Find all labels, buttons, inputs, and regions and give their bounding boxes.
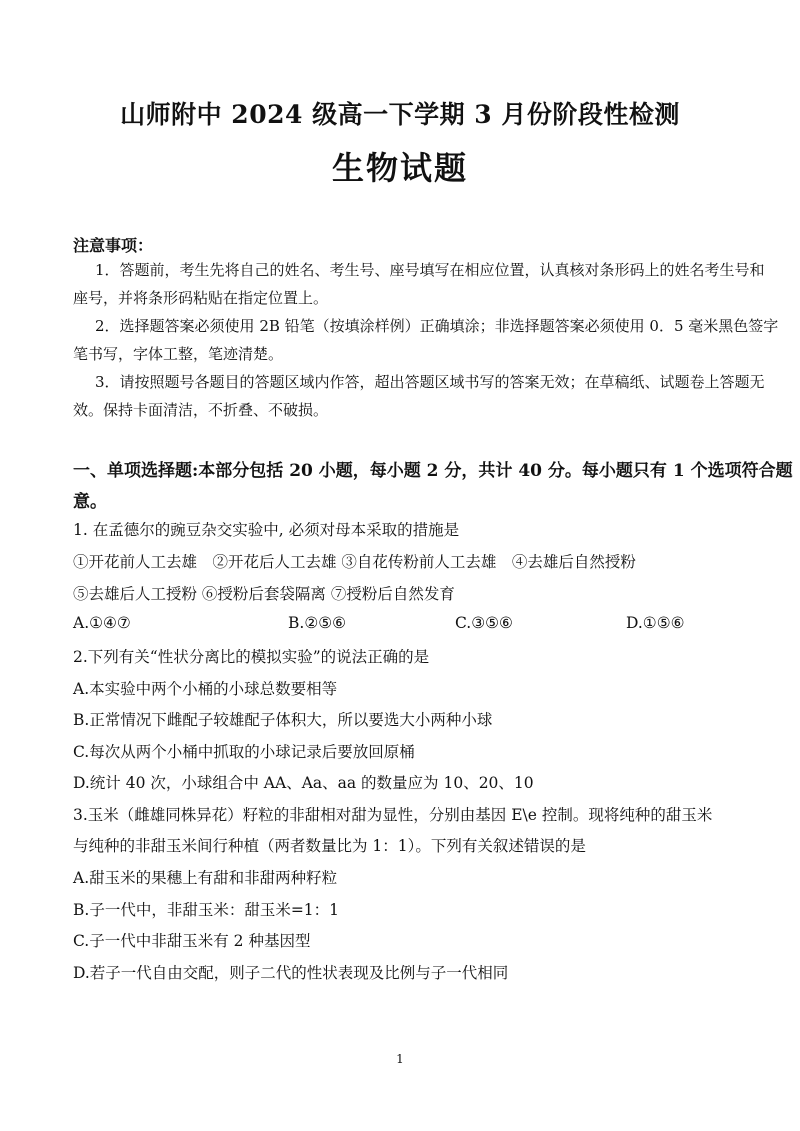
question-1-stem: 1. 在孟德尔的豌豆杂交实验中, 必须对母本采取的措施是 (73, 521, 460, 539)
question-3-stem-cont: 与纯种的非甜玉米间行种植（两者数量比为 1：1）。下列有关叙述错误的是 (73, 837, 586, 855)
note-line: 2．选择题答案必须使用 2B 铅笔（按填涂样例）正确填涂；非选择题答案必须使用 0．5 毫米黑色签字 (95, 317, 779, 335)
question-2-stem: 2.下列有关“性状分离比的模拟实验”的说法正确的是 (73, 648, 430, 666)
question-3-option-d: D.若子一代自由交配，则子二代的性状表现及比例与子一代相同 (73, 964, 509, 982)
notes-heading: 注意事项： (73, 236, 154, 255)
note-line: 1．答题前，考生先将自己的姓名、考生号、座号填写在相应位置，认真核对条形码上的姓名考生号和 (95, 261, 765, 279)
section-heading-cont: 意。 (73, 492, 107, 512)
section-heading: 一、单项选择题:本部分包括 20 小题，每小题 2 分，共计 40 分。每小题只有 1 个选项符合题 (73, 461, 793, 481)
question-3-stem: 3.玉米（雌雄同株异花）籽粒的非甜相对甜为显性，分别由基因 E\e 控制。现将纯种的甜玉米 (73, 806, 713, 824)
note-line: 笔书写，字体工整，笔迹清楚。 (73, 345, 284, 363)
question-3-option-a: A.甜玉米的果穗上有甜和非甜两种籽粒 (73, 869, 338, 887)
question-2-option-a: A.本实验中两个小桶的小球总数要相等 (73, 680, 338, 698)
exam-title: 山师附中 2024 级高一下学期 3 月份阶段性检测 (120, 100, 680, 129)
question-1-option-d: D.①⑤⑥ (626, 614, 685, 632)
question-2-option-c: C.每次从两个小桶中抓取的小球记录后要放回原桶 (73, 743, 415, 761)
question-1-option-c: C.③⑤⑥ (455, 614, 513, 632)
question-1-option-b: B.②⑤⑥ (288, 614, 347, 632)
note-line: 效。保持卡面清洁，不折叠、不破损。 (73, 401, 329, 419)
page-number: 1 (396, 1052, 404, 1066)
question-2-option-d: D.统计 40 次，小球组合中 AA、Aa、aa 的数量应为 10、20、10 (73, 774, 534, 792)
note-line: 3．请按照题号各题目的答题区域内作答，超出答题区域书写的答案无效；在草稿纸、试题卷上答题无 (95, 373, 765, 391)
question-2-option-b: B.正常情况下雌配子较雄配子体积大，所以要选大小两种小球 (73, 711, 493, 729)
question-3-option-c: C.子一代中非甜玉米有 2 种基因型 (73, 932, 311, 950)
question-1-items: ⑤去雄后人工授粉 ⑥授粉后套袋隔离 ⑦授粉后自然发育 (73, 585, 455, 603)
question-1-option-a: A.①④⑦ (73, 614, 131, 632)
question-1-items: ①开花前人工去雄 ②开花后人工去雄 ③自花传粉前人工去雄 ④去雄后自然授粉 (73, 553, 636, 571)
question-3-option-b: B.子一代中，非甜玉米：甜玉米=1：1 (73, 901, 340, 919)
note-line: 座号，并将条形码粘贴在指定位置上。 (73, 289, 329, 307)
subject-title: 生物试题 (331, 149, 468, 187)
